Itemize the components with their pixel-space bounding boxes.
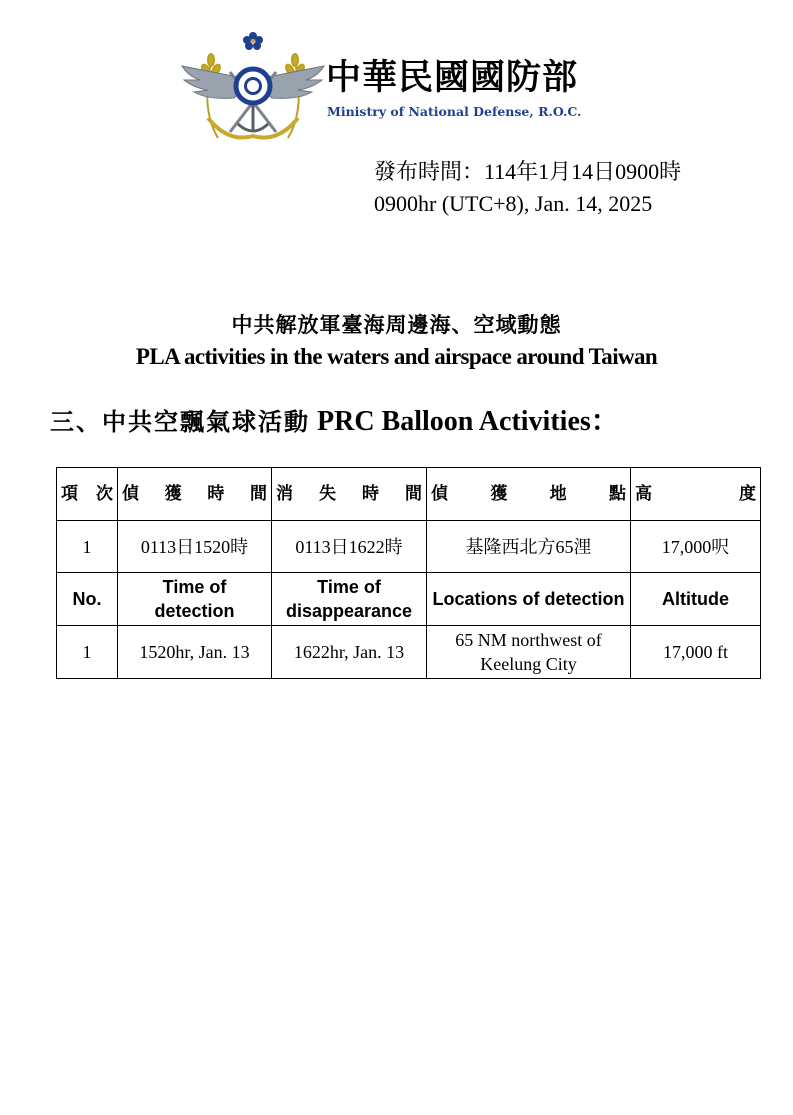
release-time-english: 0900hr (UTC+8), Jan. 14, 2025 bbox=[374, 191, 653, 216]
cell-en-altitude: 17,000 ft bbox=[631, 626, 761, 679]
cell-cn-no: 1 bbox=[57, 521, 118, 573]
header-en-no: No. bbox=[57, 573, 118, 626]
balloon-activity-table bbox=[56, 467, 761, 679]
mnd-emblem-icon bbox=[178, 28, 328, 146]
cell-en-no: 1 bbox=[57, 626, 118, 679]
header-cn-no: 項次 bbox=[57, 468, 118, 521]
section-heading bbox=[50, 404, 619, 440]
header-cn-disappearance-time: 消失時間 bbox=[272, 468, 427, 521]
header-en-altitude: Altitude bbox=[631, 573, 761, 626]
table-row bbox=[57, 521, 761, 573]
cell-cn-disappearance-time: 0113日1622時 bbox=[272, 521, 427, 573]
cell-en-detection-time: 1520hr, Jan. 13 bbox=[118, 626, 272, 679]
cell-cn-altitude: 17,000呎 bbox=[631, 521, 761, 573]
cell-en-location: 65 NM northwest of Keelung City bbox=[427, 626, 631, 679]
release-time bbox=[374, 156, 681, 220]
org-name-english: Ministry of National Defense, R.O.C. bbox=[327, 104, 582, 119]
page-title-english: PLA activities in the waters and airspace around Taiwan bbox=[135, 344, 658, 369]
page-title-chinese: 中共解放軍臺海周邊海、空域動態 bbox=[231, 312, 562, 337]
header-cn-location: 偵獲地點 bbox=[427, 468, 631, 521]
section-heading-chinese: 三、中共空飄氣球活動 bbox=[50, 407, 310, 436]
table-header-english bbox=[57, 573, 761, 626]
cell-cn-detection-time: 0113日1520時 bbox=[118, 521, 272, 573]
cell-en-disappearance-time: 1622hr, Jan. 13 bbox=[272, 626, 427, 679]
header-cn-detection-time: 偵獲時間 bbox=[118, 468, 272, 521]
org-name-chinese: 中華民國國防部 bbox=[326, 57, 579, 98]
cell-cn-location: 基隆西北方65浬 bbox=[427, 521, 631, 573]
header-en-location: Locations of detection bbox=[427, 573, 631, 626]
header-en-detection-time: Time of detection bbox=[118, 573, 272, 626]
header-en-disappearance-time: Time of disappearance bbox=[272, 573, 427, 626]
table-header-chinese bbox=[57, 468, 761, 521]
header-cn-altitude: 高度 bbox=[631, 468, 761, 521]
release-time-chinese: 發布時間：114年1月14日0900時 bbox=[374, 159, 682, 184]
table-row bbox=[57, 626, 761, 679]
section-heading-english: PRC Balloon Activities： bbox=[317, 406, 619, 437]
